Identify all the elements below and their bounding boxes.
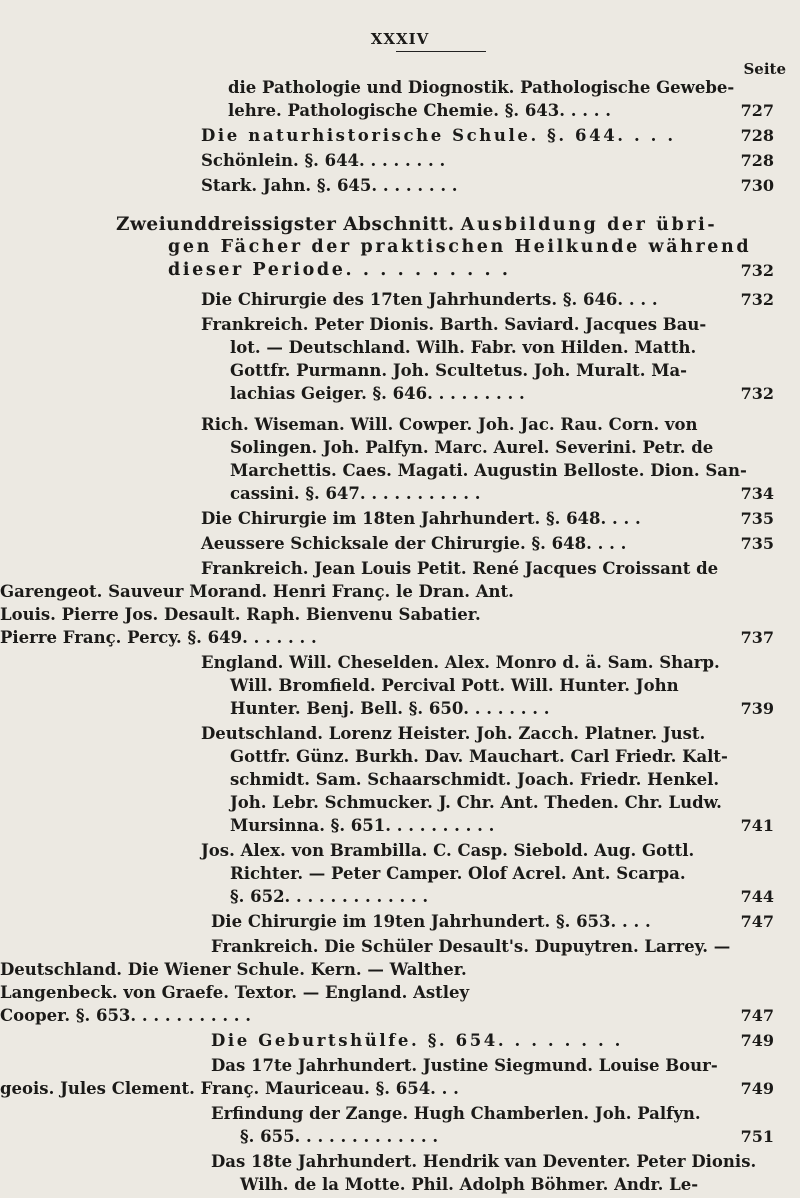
toc-page-number: 747 — [740, 912, 774, 931]
toc-entry — [0, 149, 800, 172]
toc-entry-line — [0, 651, 800, 674]
toc-entry — [0, 935, 800, 1027]
toc-entry-text: §. 652. . . . . . . . . . . . . — [230, 887, 429, 906]
toc-entry-text: Die Chirurgie im 18ten Jahrhundert. §. 648. . . . — [201, 509, 641, 528]
toc-entry — [0, 174, 800, 197]
toc-entry-line — [0, 1004, 800, 1027]
toc-entry-text: Langenbeck. von Graefe. Textor. — England. Astley — [0, 983, 470, 1002]
toc-entry-line — [0, 213, 800, 236]
toc-entry-text: Louis. Pierre Jos. Desault. Raph. Bienvenu Sabatier. — [0, 605, 481, 624]
toc-page-number: 747 — [740, 1006, 774, 1025]
toc-entry — [0, 507, 800, 530]
toc-entry-line — [0, 722, 800, 745]
toc-entry — [0, 1102, 800, 1148]
toc-entry-line — [0, 149, 800, 172]
toc-entry-text: Die Geburtshülfe. §. 654. . . . . . . . — [211, 1031, 624, 1050]
toc-entry-line — [0, 336, 800, 359]
toc-entry-text: dieser Periode. . . . . . . . . . — [168, 260, 511, 280]
toc-entry-text: Die Chirurgie des 17ten Jahrhunderts. §. 646. . . . — [201, 290, 658, 309]
toc-entry-text: Jos. Alex. von Brambilla. C. Casp. Siebold. Aug. Gottl. — [201, 841, 695, 860]
toc-entry — [0, 532, 800, 555]
toc-entry-text: Die naturhistorische Schule. §. 644. . . . — [201, 126, 676, 145]
page-number-rule — [396, 51, 486, 52]
toc-entry — [0, 722, 800, 837]
toc-entry-line — [0, 382, 800, 405]
toc-entry-line — [0, 1077, 800, 1100]
toc-entry-text: Ausbildung der übri- — [460, 215, 718, 235]
toc-page-number: 744 — [740, 887, 774, 906]
toc-entry-text: schmidt. Sam. Schaarschmidt. Joach. Friedr. Henkel. — [230, 770, 720, 789]
toc-entry — [0, 1150, 800, 1196]
toc-entry-text: Solingen. Joh. Palfyn. Marc. Aurel. Severini. Petr. de — [230, 438, 714, 457]
toc-entry — [0, 124, 800, 147]
toc-entry-line — [0, 814, 800, 837]
toc-section-heading — [0, 213, 800, 282]
toc-entry-line — [0, 1150, 800, 1173]
toc-entry-line — [0, 791, 800, 814]
toc-entry-text: Will. Bromfield. Percival Pott. Will. Hunter. John — [230, 676, 679, 695]
toc-entry — [0, 910, 800, 933]
toc-entry-text: Die Chirurgie im 19ten Jahrhundert. §. 653. . . . — [211, 912, 651, 931]
toc-entry-text: Richter. — Peter Camper. Olof Acrel. Ant. Scarpa. — [230, 864, 686, 883]
toc-entry-line — [0, 124, 800, 147]
toc-entry-text: die Pathologie und Diognostik. Pathologische Gewebe- — [228, 78, 735, 97]
toc-entry-text: Wilh. de la Motte. Phil. Adolph Böhmer. Andr. Le- — [240, 1175, 699, 1194]
toc-entry-line — [0, 313, 800, 336]
toc-entry-line — [0, 603, 800, 626]
toc-page-number: 730 — [740, 176, 774, 195]
toc-page-number: 737 — [740, 628, 774, 647]
toc-entry-text: Deutschland. Die Wiener Schule. Kern. — Walther. — [0, 960, 467, 979]
toc-entry-line — [0, 580, 800, 603]
toc-page-number: 727 — [740, 101, 774, 120]
toc-entry-text: Mursinna. §. 651. . . . . . . . . . — [230, 816, 495, 835]
toc-entry-text: Erfindung der Zange. Hugh Chamberlen. Joh. Palfyn. — [211, 1104, 701, 1123]
toc-entry-text: Das 18te Jahrhundert. Hendrik van Deventer. Peter Dionis. — [211, 1152, 757, 1171]
toc-entry — [0, 557, 800, 649]
toc-entry-text: Pierre Franç. Percy. §. 649. . . . . . . — [0, 628, 317, 647]
toc-entry-line — [0, 935, 800, 958]
toc-entry-text: Schönlein. §. 644. . . . . . . . — [201, 151, 446, 170]
toc-entry-line — [0, 557, 800, 580]
toc-entry-line — [0, 981, 800, 1004]
toc-entry-line — [0, 1125, 800, 1148]
toc-entry-line — [0, 1173, 800, 1196]
toc-entry — [0, 413, 800, 505]
toc-page-number: 749 — [740, 1031, 774, 1050]
toc-entry-line — [0, 236, 800, 259]
toc-entry-text: Aeussere Schicksale der Chirurgie. §. 648. . . . — [201, 534, 627, 553]
toc-entry-line — [0, 885, 800, 908]
toc-entry — [0, 839, 800, 908]
toc-entry-text: Frankreich. Peter Dionis. Barth. Saviard. Jacques Bau- — [201, 315, 707, 334]
toc-entry — [0, 1029, 800, 1052]
toc-entry — [0, 1054, 800, 1100]
toc-page-number: 734 — [740, 484, 774, 503]
toc-entry-line — [0, 626, 800, 649]
toc-entry-line — [0, 507, 800, 530]
toc-entry-text: Joh. Lebr. Schmucker. J. Chr. Ant. Theden. Chr. Ludw. — [230, 793, 722, 812]
toc-entry-line — [0, 482, 800, 505]
toc-entry — [0, 76, 800, 122]
toc-entry-line — [0, 259, 800, 282]
toc-page-number: 741 — [740, 816, 774, 835]
toc-page-number: 732 — [740, 261, 774, 280]
toc-entry-text: gen Fächer der praktischen Heilkunde während — [168, 237, 752, 257]
toc-entry-line — [0, 697, 800, 720]
toc-page-number: 728 — [740, 126, 774, 145]
toc-entry-text: §. 655. . . . . . . . . . . . . — [240, 1127, 439, 1146]
page-number: XXXIV — [370, 30, 430, 48]
toc-entry — [0, 651, 800, 720]
toc-entry-text: Das 17te Jahrhundert. Justine Siegmund. Louise Bour- — [211, 1056, 718, 1075]
table-of-contents — [0, 76, 800, 1198]
toc-entry-text: lehre. Pathologische Chemie. §. 643. . . . . — [228, 101, 611, 120]
toc-entry-line — [0, 1029, 800, 1052]
toc-entry-line — [0, 910, 800, 933]
toc-page-number: 735 — [740, 509, 774, 528]
toc-entry-line — [0, 99, 800, 122]
toc-entry-line — [0, 839, 800, 862]
toc-entry-text: Marchettis. Caes. Magati. Augustin Belloste. Dion. San- — [230, 461, 747, 480]
toc-entry-text: Hunter. Benj. Bell. §. 650. . . . . . . . — [230, 699, 550, 718]
section-heading-title: Zweiunddreissigster Abschnitt. — [116, 214, 455, 235]
toc-page-number: 751 — [740, 1127, 774, 1146]
toc-entry-line — [0, 1054, 800, 1077]
toc-page-number: 735 — [740, 534, 774, 553]
toc-entry-line — [0, 768, 800, 791]
toc-page-number: 728 — [740, 151, 774, 170]
toc-entry-line — [0, 359, 800, 382]
toc-entry-text: Gottfr. Purmann. Joh. Scultetus. Joh. Muralt. Ma- — [230, 361, 687, 380]
toc-entry — [0, 313, 800, 405]
toc-entry-text: Frankreich. Die Schüler Desault's. Dupuytren. Larrey. — — [211, 937, 731, 956]
toc-entry-text: Frankreich. Jean Louis Petit. René Jacques Croissant de — [201, 559, 719, 578]
toc-entry-text: lot. — Deutschland. Wilh. Fabr. von Hilden. Matth. — [230, 338, 697, 357]
page-column-label: Seite — [743, 60, 786, 78]
toc-page-number: 732 — [740, 290, 774, 309]
toc-page-number: 732 — [740, 384, 774, 403]
toc-entry-text: lachias Geiger. §. 646. . . . . . . . . — [230, 384, 525, 403]
toc-entry-text: Garengeot. Sauveur Morand. Henri Franç. le Dran. Ant. — [0, 582, 514, 601]
toc-entry-line — [0, 436, 800, 459]
toc-page-number: 749 — [740, 1079, 774, 1098]
toc-entry-line — [0, 288, 800, 311]
toc-entry — [0, 288, 800, 311]
toc-entry-line — [0, 413, 800, 436]
toc-entry-line — [0, 862, 800, 885]
toc-entry-line — [0, 459, 800, 482]
toc-entry-text: Stark. Jahn. §. 645. . . . . . . . — [201, 176, 458, 195]
toc-entry-text: Cooper. §. 653. . . . . . . . . . . — [0, 1006, 252, 1025]
toc-entry-text: England. Will. Cheselden. Alex. Monro d. ä. Sam. Sharp. — [201, 653, 720, 672]
toc-entry-line — [0, 958, 800, 981]
toc-entry-text: Deutschland. Lorenz Heister. Joh. Zacch. Platner. Just. — [201, 724, 706, 743]
toc-entry-text: Gottfr. Günz. Burkh. Dav. Mauchart. Carl Friedr. Kalt- — [230, 747, 728, 766]
toc-entry-text: cassini. §. 647. . . . . . . . . . . — [230, 484, 481, 503]
toc-entry-line — [0, 674, 800, 697]
toc-entry-line — [0, 532, 800, 555]
toc-entry-line — [0, 745, 800, 768]
toc-page-number: 739 — [740, 699, 774, 718]
toc-entry-line — [0, 174, 800, 197]
toc-entry-line — [0, 76, 800, 99]
toc-entry-text: Rich. Wiseman. Will. Cowper. Joh. Jac. Rau. Corn. von — [201, 415, 698, 434]
toc-entry-text: geois. Jules Clement. Franç. Mauriceau. §. 654. . . — [0, 1079, 459, 1098]
toc-entry-line — [0, 1102, 800, 1125]
